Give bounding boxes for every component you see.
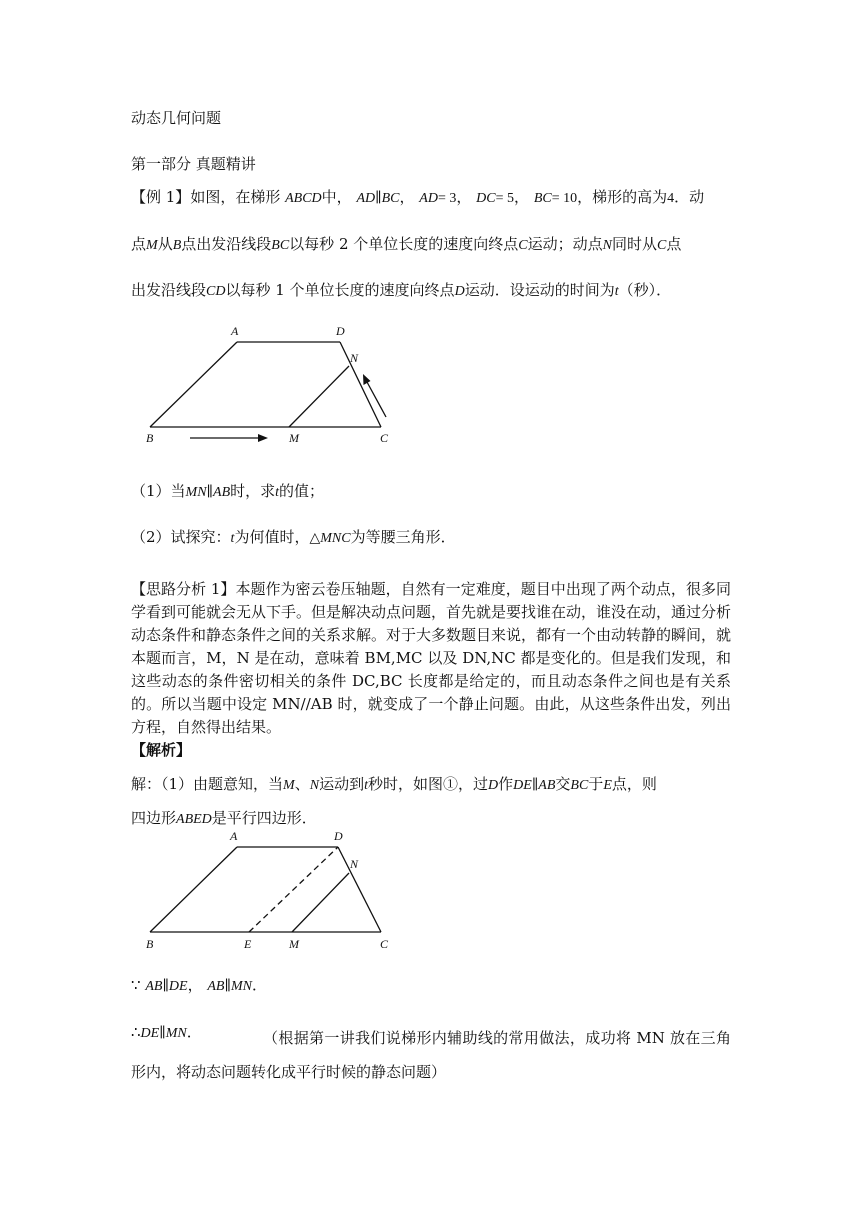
label-m: M [289, 431, 299, 445]
label-e: E [244, 937, 252, 951]
label-b: B [146, 431, 154, 445]
arrow-n-shaft [367, 382, 386, 417]
label-c: C [380, 937, 389, 951]
trapezoid-figure-1 [140, 322, 400, 450]
segment-mn [292, 873, 349, 932]
example-line-2: 点M从B点出发沿线段BC以每秒 2 个单位长度的速度向终点C运动；动点N同时从C点 [131, 235, 682, 253]
label-n: N [350, 857, 359, 871]
solution-line-1: 解：（1）由题意知，当M、N运动到t秒时，如图①，过D作DE∥AB交BC于E点，则 [131, 775, 657, 793]
therefore-line: ∴DE∥MN． [131, 1023, 202, 1041]
example-line-1: 【例 1】如图，在梯形 ABCD中， AD∥BC， AD= 3， DC= 5， BC= 10，梯形的高为4．动 [131, 188, 705, 206]
label-m: M [289, 937, 299, 951]
note-paragraph: （根据第一讲我们说梯形内辅助线的常用做法，成功将 MN 放在三角形内，将动态问题转化成平行时候的静态问题） [131, 1029, 731, 1081]
side-dc [338, 847, 381, 932]
label-n: N [350, 351, 359, 365]
side-ab [150, 342, 237, 427]
arrow-n-head [363, 374, 371, 385]
label-c: C [380, 431, 389, 445]
analysis-paragraph: 【思路分析 1】本题作为密云卷压轴题，自然有一定难度，题目中出现了两个动点，很多同学看到可能就会无从下手。但是解决动点问题，首先就是要找谁在动，谁没在动，通过分析动态条件和静态条件之间的关系求解。对于大多数题目来说，都有一个由动转静的瞬间，就本题而言，M，N 是在动，意味着 BM,MC 以及 DN,NC 都是变化的。但是我们发现，和这些动态的条件密切相关的条件 DC,BC 长度都是给定的，而且动态条件之间也是有关系的。所以当题中设定 MN//AB 时，就变成了一个静止问题。由此，从这些条件出发，列出方程，自然得出结果。 [131, 580, 732, 736]
segment-de-dashed [249, 847, 338, 932]
section-heading: 第一部分 真题精讲 [131, 155, 256, 173]
example-label: 【例 1】 [131, 188, 191, 206]
solution-line-2: 四边形ABED是平行四边形． [131, 809, 317, 827]
question-1: （1）当MN∥AB时，求t的值； [131, 482, 325, 500]
trapezoid-figure-2 [140, 826, 400, 954]
arrow-m-head [258, 434, 268, 442]
side-ab [150, 847, 237, 932]
because-line: ∵ AB∥DE， AB∥MN． [131, 976, 267, 994]
label-d: D [334, 829, 343, 843]
label-a: A [230, 829, 238, 843]
side-dc [340, 342, 381, 427]
label-d: D [336, 324, 345, 338]
example-line-3: 出发沿线段CD以每秒 1 个单位长度的速度向终点D运动．设运动的时间为t（秒）． [131, 281, 672, 299]
label-b: B [146, 937, 154, 951]
page-title: 动态几何问题 [131, 109, 222, 127]
segment-mn [289, 366, 349, 427]
label-a: A [231, 324, 239, 338]
question-2: （2）试探究：t为何值时，△MNC为等腰三角形． [131, 528, 456, 546]
solution-label: 【解析】 [131, 741, 192, 759]
